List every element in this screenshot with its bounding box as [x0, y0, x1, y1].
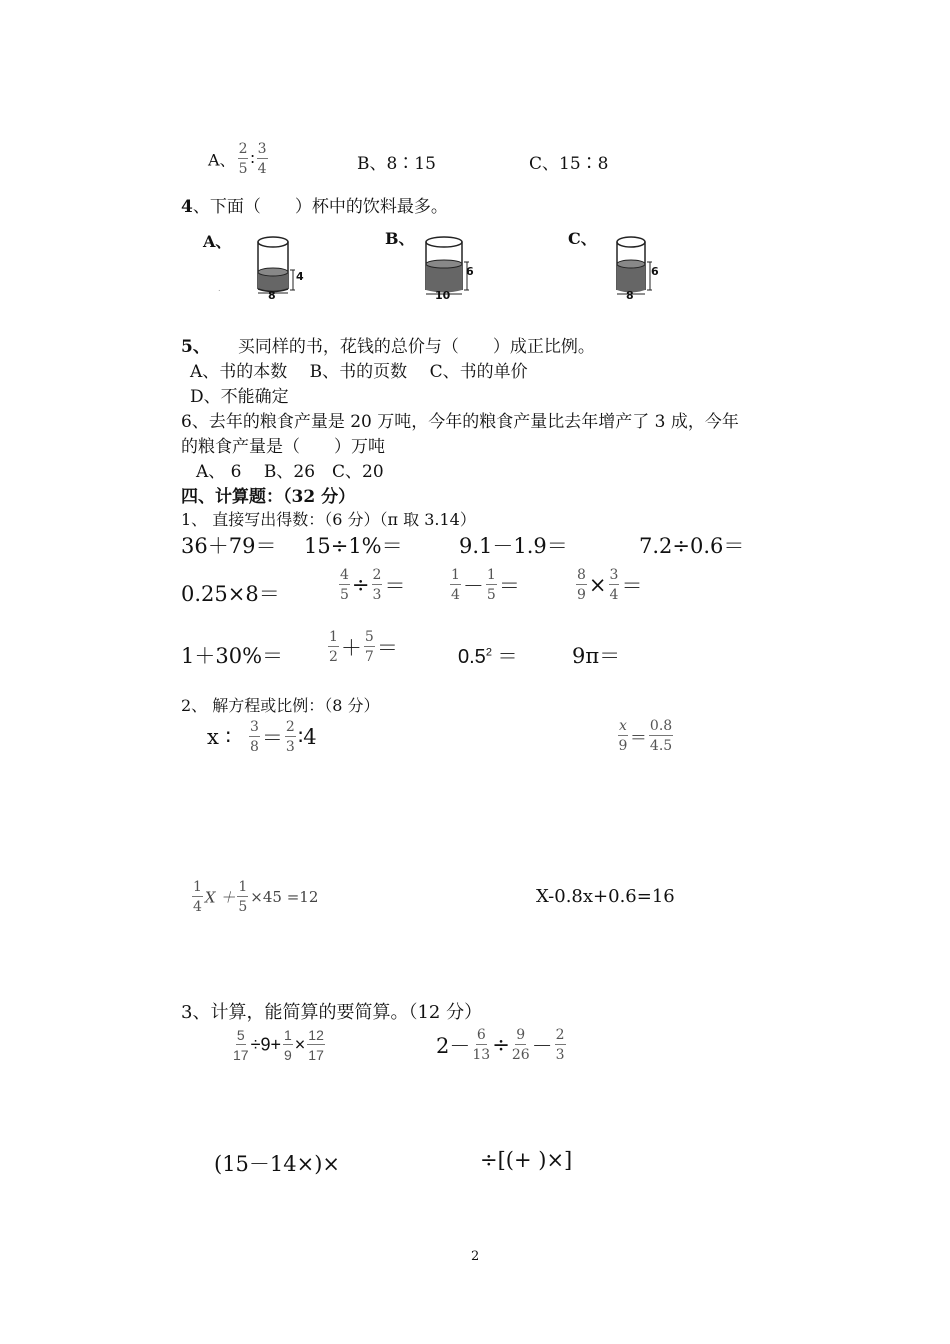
denominator: 8 [249, 739, 259, 755]
cup-a-image [255, 234, 315, 300]
numerator: 2 [285, 719, 295, 735]
denominator: 13 [472, 1047, 491, 1063]
cup-c-label: C、 [568, 229, 597, 248]
calc-row3-expr1: 1＋30%＝ [181, 644, 284, 668]
numerator: 8 [577, 567, 586, 583]
equals: ＝ [621, 574, 643, 598]
fraction [283, 1028, 293, 1062]
calc-row3-expr4: 9π＝ [572, 644, 621, 668]
numerator: 1 [451, 567, 460, 583]
denominator: 5 [238, 161, 248, 177]
section4-sub3: 3、计算，能简算的要简算。（12 分） [181, 1002, 483, 1023]
fraction [576, 568, 587, 602]
numerator: 3 [257, 141, 267, 157]
fraction [609, 568, 620, 602]
operator: × [588, 573, 607, 597]
page-number: 2 [471, 1249, 480, 1264]
cup-b-height: 6 [466, 265, 474, 278]
q4-text: 、下面（ ）杯中的饮料最多。 [192, 197, 448, 217]
equals: ＝ [376, 636, 398, 660]
fraction [372, 568, 383, 602]
denominator: 5 [238, 899, 248, 915]
operator: ＋ [340, 636, 362, 660]
calc-expression-2 [436, 1028, 568, 1062]
operator: － [462, 574, 484, 598]
denominator: 4.5 [649, 738, 673, 754]
fraction [238, 142, 249, 176]
denominator: 2 [329, 649, 338, 665]
numerator: 5 [236, 1027, 245, 1043]
fraction [450, 568, 461, 602]
numerator: 4 [340, 567, 349, 583]
q5-options-line1: A、书的本数 B、书的页数 C、书的单价 [190, 362, 528, 382]
fraction [555, 1028, 566, 1062]
denominator: 7 [364, 649, 374, 665]
fraction [307, 1028, 325, 1062]
cup-a-label: A、 [203, 232, 232, 251]
q5-number: 5、 [181, 337, 210, 357]
operator: × [294, 1034, 306, 1055]
calc-row1-expr1: 36＋79＝ [181, 534, 277, 558]
fraction [364, 630, 375, 664]
numerator: 1 [486, 567, 496, 583]
equals: ＝ [491, 646, 518, 668]
q5-options-line2: D、不能确定 [190, 387, 289, 407]
variable: x ∶ [207, 725, 231, 749]
numerator: 9 [516, 1027, 526, 1043]
equation-1 [207, 720, 317, 754]
fraction [618, 719, 628, 753]
fraction [257, 142, 268, 176]
denominator: 5 [340, 587, 349, 603]
cup-b-image [424, 234, 484, 300]
base: 0.5 [458, 646, 486, 668]
numerator: 3 [249, 719, 259, 735]
calc-expression-4: ÷[(+ )×] [480, 1148, 573, 1172]
calc-row3-expr3 [458, 640, 518, 669]
fraction [233, 1028, 249, 1062]
fraction [512, 1028, 530, 1062]
equals: ＝ [629, 728, 647, 749]
denominator: 3 [555, 1047, 565, 1063]
fraction [649, 719, 673, 753]
q6-options: A、 6 B、26 C、20 [196, 462, 384, 482]
q5-text: 买同样的书，花钱的总价与（ ）成正比例。 [237, 337, 595, 357]
denominator: 3 [285, 739, 295, 755]
calc-row2-expr1: 0.25×8＝ [181, 582, 280, 606]
operator: ÷9+ [250, 1034, 281, 1055]
section4-sub1: 1、 直接写出得数：（6 分）（π 取 3.14） [181, 510, 476, 529]
numerator: 5 [364, 629, 374, 645]
numerator: 0.8 [649, 718, 673, 734]
q5-question [181, 332, 595, 357]
denominator: 3 [372, 587, 382, 603]
numerator: 1 [329, 629, 338, 645]
equals: ＝ [384, 574, 406, 598]
operator: ÷ [492, 1033, 510, 1057]
numerator: 3 [609, 567, 619, 583]
calc-expression-1 [231, 1028, 327, 1062]
equation-2 [616, 719, 675, 753]
denominator: 9 [618, 738, 628, 754]
calc-expression-3: (15－14×)× [214, 1152, 341, 1176]
numerator: 2 [238, 141, 248, 157]
leading-term: 2－ [436, 1034, 471, 1058]
operator: － [531, 1034, 553, 1058]
calc-row1-expr2: 15÷1%＝ [304, 534, 403, 558]
equals: ＝ [498, 574, 520, 598]
fraction [339, 568, 350, 602]
denominator: 9 [283, 1047, 292, 1063]
q3-option-b: B、8∶15 [357, 154, 436, 174]
equation-3 [190, 880, 318, 914]
stray-dot: . [218, 284, 221, 293]
calc-row2-expr2 [337, 568, 405, 602]
cup-c-height: 6 [651, 265, 659, 278]
denominator: 4 [609, 587, 619, 603]
q3-option-a-prefix: A、 [208, 150, 236, 170]
cup-b-label: B、 [385, 229, 415, 248]
numerator: 12 [308, 1027, 324, 1043]
cup-c-width: 8 [626, 289, 634, 302]
denominator: 26 [511, 1047, 530, 1063]
cup-a-height: 4 [296, 270, 304, 283]
calc-row2-expr3 [448, 568, 520, 602]
fraction [237, 880, 248, 914]
numerator: 2 [372, 567, 382, 583]
cup-b-width: 10 [435, 289, 451, 302]
q6-line2: 的粮食产量是（ ）万吨 [181, 437, 385, 457]
denominator: 17 [233, 1047, 249, 1063]
numerator: x [619, 718, 627, 734]
denominator: 17 [308, 1047, 324, 1063]
calc-row3-expr2 [326, 630, 398, 664]
cup-c-image [614, 234, 674, 300]
fraction [285, 720, 296, 754]
denominator: 4 [451, 587, 460, 603]
fraction [328, 630, 339, 664]
numerator: 1 [193, 879, 202, 895]
calc-row1-expr4: 7.2÷0.6＝ [639, 534, 745, 558]
equation-4: X-0.8x+0.6=16 [536, 886, 675, 907]
numerator: 1 [283, 1027, 292, 1043]
fraction [192, 880, 203, 914]
exponent: 2 [485, 646, 492, 659]
equation-tail: ×45 =12 [250, 888, 319, 906]
cup-a-width: 8 [268, 289, 276, 302]
section4-sub2: 2、 解方程或比例：（8 分） [181, 696, 380, 715]
q3-option-c: C、15∶8 [529, 154, 609, 174]
operator: ÷ [351, 573, 370, 597]
fraction [486, 568, 497, 602]
denominator: 4 [193, 899, 202, 915]
variable: X ＋ [204, 888, 236, 907]
denominator: 4 [257, 161, 267, 177]
fraction [249, 720, 260, 754]
equals: ＝ [261, 726, 283, 750]
calc-row2-expr4 [574, 568, 642, 602]
ratio-colon: ∶ [250, 149, 255, 169]
numerator: 1 [238, 879, 248, 895]
fraction [472, 1028, 490, 1062]
numerator: 6 [476, 1027, 486, 1043]
denominator: 9 [577, 587, 586, 603]
q6-line1: 6、去年的粮食产量是 20 万吨，今年的粮食产量比去年增产了 3 成，今年 [181, 412, 739, 432]
calc-row1-expr3: 9.1－1.9＝ [459, 534, 568, 558]
q3-option-a [208, 142, 270, 176]
denominator: 5 [486, 587, 496, 603]
q4-question [181, 192, 448, 217]
q4-number: 4 [181, 197, 193, 217]
ratio-tail: ∶4 [297, 725, 317, 749]
section4-title: 四、计算题：（32 分） [181, 487, 356, 507]
numerator: 2 [555, 1027, 565, 1043]
